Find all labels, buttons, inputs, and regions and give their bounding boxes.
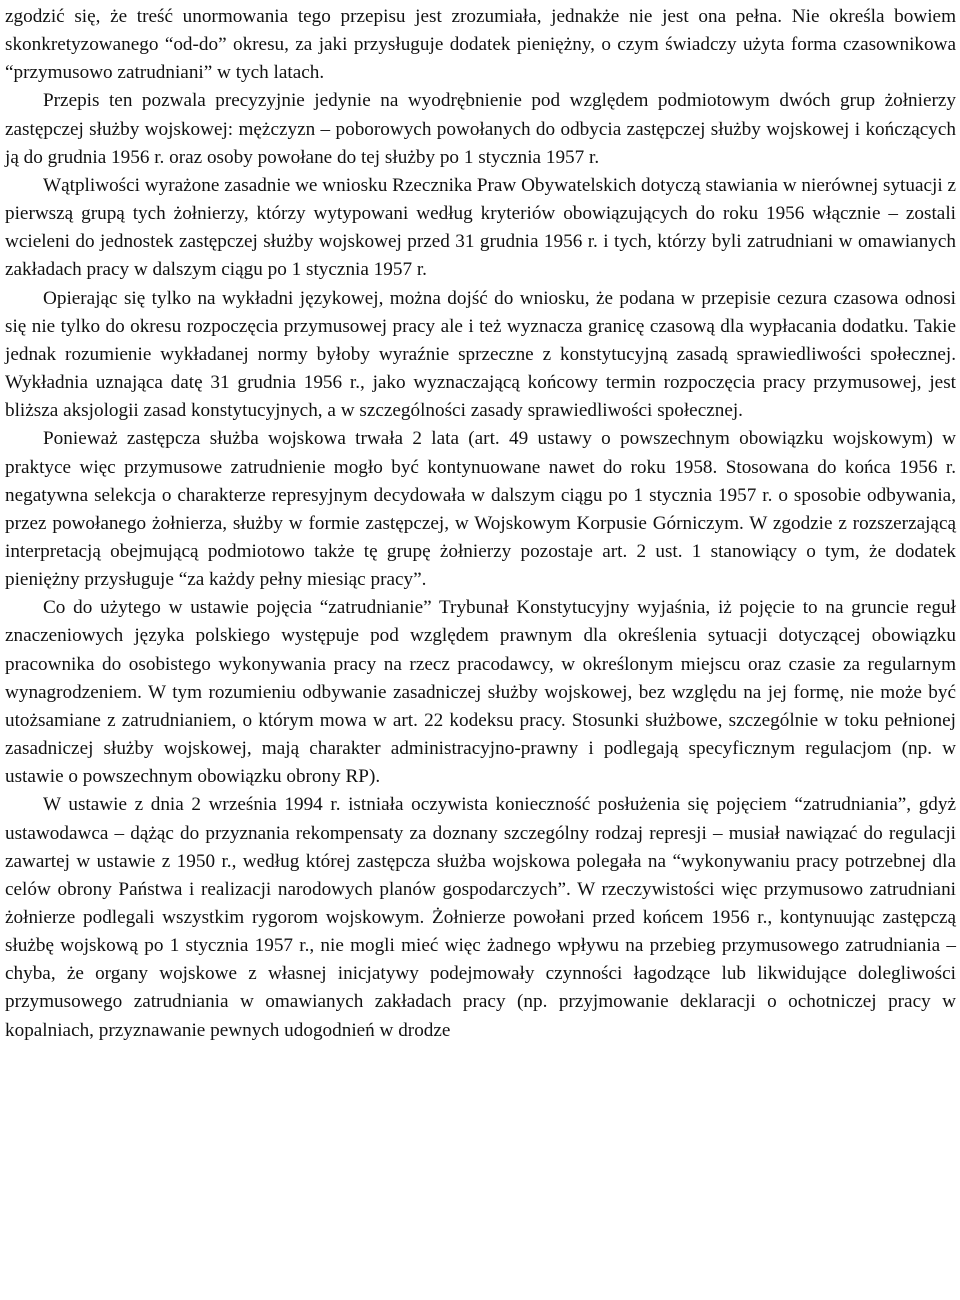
paragraph-employment-concept: Co do użytego w ustawie pojęcia “zatrudnianie” Trybunał Konstytucyjny wyjaśnia, iż pojęcie to na gruncie reguł znaczeniowych języka polskiego występuje pod względem prawnym dla określenia sytuacji dotyczącej obowiązku pracownika do osobistego wykonywania pracy na rzecz pracodawcy, w określonym miejscu oraz czasie za regularnym wynagrodzeniem. W tym rozumieniu odbywanie zasadniczej służby wojskowej, bez względu na jej formę, nie może być utożsamiane z zatrudnianiem, o którym mowa w art. 22 kodeksu pracy. Stosunki służbowe, szczególnie w toku pełnionej zasadniczej służby wojskowej, mają charakter administracyjno-prawny i podlegają specyficznym regulacjom (np. w ustawie o powszechnym obowiązku obrony RP). bbox=[5, 597, 956, 788]
paragraph-1994-act: W ustawie z dnia 2 września 1994 r. istniała oczywista konieczność posłużenia się pojęciem “zatrudniania”, gdyż ustawodawca – dążąc do przyznania rekompensaty za doznany szczególny rodzaj represji – musiał nawiązać do regulacji zawartej w ustawie z 1950 r., według której zastępcza służba wojskowa polegała na “wykonywaniu pracy potrzebnej dla celów obrony Państwa i realizacji narodowych planów gospodarczych”. W rzeczywistości więc przymusowo zatrudniani żołnierze podlegali wszystkim rygorom wojskowym. Żołnierze powołani przed końcem 1956 r., kontynuując zastępczą służbę wojskową po 1 stycznia 1957 r., nie mogli mieć więc żadnego wpływu na przebieg przymusowego zatrudniania – chyba, że organy wojskowe z własnej inicjatywy podejmowały czynności łagodzące lub likwidujące dolegliwości przymusowego zatrudniania w omawianych zakładach pracy (np. przyjmowanie deklaracji o ochotniczej pracy w kopalniach, przyznawanie pewnych udogodnień w drodze bbox=[5, 794, 956, 1041]
paragraph-service-duration: Ponieważ zastępcza służba wojskowa trwała 2 lata (art. 49 ustawy o powszechnym obowiązku wojskowym) w praktyce więc przymusowe zatrudnienie mogło być kontynuowane nawet do roku 1958. Stosowana do końca 1956 r. negatywna selekcja o charakterze represyjnym decydowała w dalszym ciągu po 1 stycznia 1957 r. o sposobie odbywania, przez powołanego żołnierza, służby w formie zastępczej, w Wojskowym Korpusie Górniczym. W zgodzie z rozszerzającą interpretacją obejmującą podmiotowo także tę grupę żołnierzy pozostaje art. 2 ust. 1 stanowiący o tym, że dodatek pieniężny przysługuje “za każdy pełny miesiąc pracy”. bbox=[5, 428, 956, 591]
paragraph-ombudsman-doubts: Wątpliwości wyrażone zasadnie we wniosku Rzecznika Praw Obywatelskich dotyczą stawiania w nierównej sytuacji z pierwszą grupą tych żołnierzy, którzy wytypowani według kryteriów obowiązujących do roku 1956 włącznie – zostali wcieleni do jednostek zastępczej służby wojskowej przed 31 grudnia 1956 r. i tych, którzy byli zatrudniani w omawianych zakładach pracy w dalszym ciągu po 1 stycznia 1957 r. bbox=[5, 174, 956, 281]
paragraph-two-groups: Przepis ten pozwala precyzyjnie jedynie na wyodrębnienie pod względem podmiotowym dwóch grup żołnierzy zastępczej służby wojskowej: mężczyzn – poborowych powołanych do odbycia zastępczej służby wojskowej i kończących ją do grudnia 1956 r. oraz osoby powołane do tej służby po 1 stycznia 1957 r. bbox=[5, 90, 956, 168]
paragraph-linguistic-interpretation: Opierając się tylko na wykładni językowej, można dojść do wniosku, że podana w przepisie cezura czasowa odnosi się nie tylko do okresu rozpoczęcia przymusowej pracy ale i też wyznacza granicę czasową dla wypłacania dodatku. Takie jednak rozumienie wykładanej normy byłoby wyraźnie sprzeczne z konstytucyjną zasadą sprawiedliwości społecznej. Wykładnia uznająca datę 31 grudnia 1956 r., jako wyznaczającą końcowy termin rozpoczęcia pracy przymusowej, jest bliższa aksjologii zasad konstytucyjnych, a w szczególności zasady sprawiedliwości społecznej. bbox=[5, 287, 956, 422]
paragraph-continuation: zgodzić się, że treść unormowania tego przepisu jest zrozumiała, jednakże nie jest ona pełna. Nie określa bowiem skonkretyzowanego “od-do” okresu, za jaki przysługuje dodatek pieniężny, o czym świadczy użyta forma czasownikowa “przymusowo zatrudniani” w tych latach. bbox=[5, 6, 956, 84]
